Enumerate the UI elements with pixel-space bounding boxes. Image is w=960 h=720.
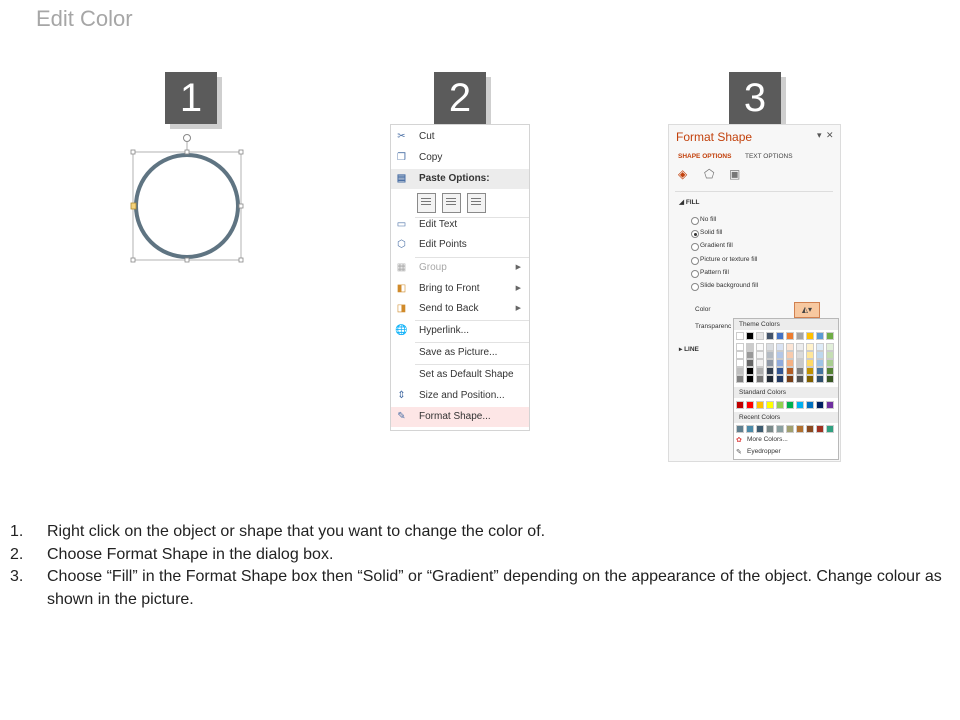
theme-color-swatch[interactable]	[807, 352, 813, 358]
menu-item-copy[interactable]: ❐ Copy	[391, 148, 529, 168]
theme-color-swatch[interactable]	[747, 360, 753, 366]
standard-color-swatch[interactable]	[777, 402, 783, 408]
color-label: Color	[695, 306, 711, 313]
step-badge-1: 1	[165, 72, 217, 124]
theme-color-swatch[interactable]	[787, 368, 793, 374]
theme-color-swatch[interactable]	[787, 376, 793, 382]
pattern-fill-label: Pattern fill	[700, 269, 729, 276]
standard-colors-label: Standard Colors	[739, 389, 786, 396]
gradient-fill-radio[interactable]	[691, 243, 699, 251]
menu-item-save-as-picture[interactable]: Save as Picture...	[419, 347, 498, 358]
pane-options-dropdown-icon[interactable]: ▾	[817, 130, 822, 140]
no-fill-label: No fill	[700, 216, 717, 223]
theme-color-swatch[interactable]	[807, 344, 813, 350]
recent-color-swatch[interactable]	[737, 426, 743, 432]
slide-background-fill-label: Slide background fill	[700, 282, 759, 289]
paste-icon: ▤	[396, 173, 407, 184]
theme-color-swatch[interactable]	[767, 352, 773, 358]
submenu-arrow-icon: ▶	[515, 285, 521, 292]
standard-color-swatch[interactable]	[767, 402, 773, 408]
theme-color-swatch[interactable]	[797, 368, 803, 374]
solid-fill-radio[interactable]	[691, 230, 699, 238]
menu-item-cut[interactable]: ✂ Cut	[391, 127, 529, 147]
theme-color-swatch[interactable]	[797, 352, 803, 358]
resize-handle[interactable]	[131, 258, 135, 262]
theme-color-swatch[interactable]	[817, 368, 823, 374]
instruction-item	[10, 566, 950, 611]
group-icon: ▦	[396, 262, 407, 273]
theme-color-swatch[interactable]	[767, 333, 773, 339]
recent-color-swatch[interactable]	[807, 426, 813, 432]
theme-color-swatch[interactable]	[767, 360, 773, 366]
rotate-handle-icon[interactable]	[184, 135, 191, 142]
recent-color-swatch[interactable]	[767, 426, 773, 432]
theme-color-swatch[interactable]	[817, 360, 823, 366]
theme-color-swatch[interactable]	[817, 352, 823, 358]
tab-text-options[interactable]: TEXT OPTIONS	[745, 153, 793, 160]
resize-handle[interactable]	[239, 204, 243, 208]
theme-color-swatch[interactable]	[767, 344, 773, 350]
theme-color-swatch[interactable]	[737, 352, 743, 358]
recent-color-swatch[interactable]	[817, 426, 823, 432]
theme-color-swatch[interactable]	[737, 368, 743, 374]
size-properties-icon[interactable]: ▣	[729, 167, 741, 181]
theme-color-swatch[interactable]	[827, 333, 833, 339]
fill-section-header[interactable]: ◢ FILL	[679, 199, 700, 206]
standard-color-swatch[interactable]	[747, 402, 753, 408]
color-palette-dropdown	[733, 318, 839, 460]
theme-color-swatch[interactable]	[817, 333, 823, 339]
effects-icon[interactable]: ⬠	[704, 167, 715, 181]
recent-color-swatch[interactable]	[757, 426, 763, 432]
standard-color-swatch[interactable]	[817, 402, 823, 408]
paste-text-only-icon[interactable]	[442, 193, 461, 213]
fill-line-icon[interactable]: ◈	[678, 167, 688, 181]
standard-color-swatch[interactable]	[787, 402, 793, 408]
theme-color-swatch[interactable]	[757, 368, 763, 374]
instruction-number: 1.	[10, 523, 24, 540]
size-position-icon: ⇕	[397, 390, 406, 401]
eyedropper-icon: ✎	[736, 449, 742, 456]
copy-icon: ❐	[397, 152, 406, 163]
submenu-arrow-icon: ▶	[515, 264, 521, 271]
no-fill-radio[interactable]	[691, 217, 699, 225]
context-menu	[390, 124, 530, 431]
instruction-number: 2.	[10, 545, 24, 563]
hyperlink-icon: 🌐	[395, 325, 408, 336]
standard-color-swatch[interactable]	[797, 402, 803, 408]
menu-item-edit-text[interactable]: ▭ Edit Text	[396, 219, 458, 230]
theme-color-swatch[interactable]	[747, 352, 753, 358]
adjust-handle[interactable]	[131, 203, 136, 209]
theme-color-swatch[interactable]	[747, 368, 753, 374]
resize-handle[interactable]	[239, 258, 243, 262]
recent-color-swatch[interactable]	[787, 426, 793, 432]
theme-color-swatch[interactable]	[777, 344, 783, 350]
standard-color-swatch[interactable]	[757, 402, 763, 408]
solid-fill-label: Solid fill	[700, 229, 723, 236]
pattern-fill-radio[interactable]	[691, 270, 699, 278]
theme-color-swatch[interactable]	[807, 333, 813, 339]
standard-color-swatch[interactable]	[827, 402, 833, 408]
format-shape-icon: ✎	[397, 411, 406, 422]
resize-handle[interactable]	[239, 150, 243, 154]
recent-colors-label: Recent Colors	[739, 414, 781, 421]
menu-item-bring-to-front[interactable]: ◧ Bring to Front ▶	[391, 279, 529, 299]
theme-color-swatch[interactable]	[797, 344, 803, 350]
theme-color-swatch[interactable]	[747, 344, 753, 350]
theme-color-swatch[interactable]	[827, 352, 833, 358]
theme-color-swatch[interactable]	[737, 376, 743, 382]
slide-background-fill-radio[interactable]	[691, 283, 699, 291]
submenu-arrow-icon: ▶	[515, 305, 521, 312]
instructions-list	[10, 521, 950, 611]
recent-color-swatch[interactable]	[777, 426, 783, 432]
color-picker-button[interactable]: ◭▾	[794, 302, 820, 318]
slide-title: Edit Color	[36, 6, 133, 31]
cut-icon: ✂	[397, 131, 406, 142]
theme-color-swatch[interactable]	[787, 360, 793, 366]
theme-color-swatch[interactable]	[777, 333, 783, 339]
instruction-text: Right click on the object or shape that you want to change the color of.	[47, 523, 546, 540]
theme-color-swatch[interactable]	[817, 344, 823, 350]
edit-points-icon: ⬡	[397, 239, 406, 250]
standard-color-swatch[interactable]	[737, 402, 743, 408]
theme-color-swatch[interactable]	[757, 344, 763, 350]
theme-colors-label: Theme Colors	[739, 321, 780, 328]
theme-color-swatch[interactable]	[737, 360, 743, 366]
instruction-number: 3.	[10, 568, 24, 585]
theme-color-swatch[interactable]	[767, 368, 773, 374]
menu-item-format-shape[interactable]: ✎ Format Shape...	[391, 407, 529, 427]
menu-item-size-position[interactable]: ⇕ Size and Position...	[391, 386, 529, 406]
more-colors-icon: ✿	[736, 437, 742, 444]
theme-color-swatch[interactable]	[747, 333, 753, 339]
theme-color-swatch[interactable]	[757, 360, 763, 366]
paste-keep-formatting-icon[interactable]	[417, 193, 436, 213]
theme-color-swatch[interactable]	[827, 376, 833, 382]
edit-text-icon: ▭	[396, 219, 407, 230]
theme-color-swatch[interactable]	[827, 368, 833, 374]
theme-color-swatch[interactable]	[777, 360, 783, 366]
recent-color-swatch[interactable]	[747, 426, 753, 432]
theme-color-swatch[interactable]	[827, 344, 833, 350]
theme-color-swatch[interactable]	[787, 333, 793, 339]
theme-color-swatch[interactable]	[777, 376, 783, 382]
step-badge-2: 2	[434, 72, 486, 124]
instruction-text: Choose “Fill” in the Format Shape box then “Solid” or “Gradient” depending on the appearance of the object. Change colour as shown in the picture.	[47, 568, 942, 608]
theme-color-swatch[interactable]	[797, 333, 803, 339]
circle-outline	[136, 155, 238, 257]
pane-title: Format Shape	[676, 130, 753, 144]
menu-item-group: ▦ Group ▶	[391, 258, 529, 278]
step-badge-3: 3	[729, 72, 781, 124]
theme-color-swatch[interactable]	[777, 368, 783, 374]
theme-color-swatch[interactable]	[747, 376, 753, 382]
theme-color-swatch[interactable]	[807, 368, 813, 374]
theme-color-swatch[interactable]	[757, 333, 763, 339]
recent-color-swatch[interactable]	[827, 426, 833, 432]
standard-color-swatch[interactable]	[807, 402, 813, 408]
menu-item-paste-options: ▤ Paste Options:	[391, 169, 529, 189]
theme-color-swatch[interactable]	[797, 376, 803, 382]
resize-handle[interactable]	[131, 150, 135, 154]
paste-picture-icon[interactable]	[467, 193, 486, 213]
more-colors-option[interactable]: More Colors...	[747, 436, 788, 443]
theme-color-swatch[interactable]	[807, 360, 813, 366]
theme-color-swatch[interactable]	[737, 333, 743, 339]
theme-color-swatch[interactable]	[757, 376, 763, 382]
resize-handle[interactable]	[185, 258, 189, 262]
theme-color-swatch[interactable]	[757, 352, 763, 358]
gradient-fill-label: Gradient fill	[700, 242, 733, 249]
menu-item-edit-points[interactable]: ⬡ Edit Points	[391, 235, 529, 255]
menu-item-send-to-back[interactable]: ◨ Send to Back ▶	[391, 299, 529, 319]
transparency-label: Transparenc	[695, 323, 732, 330]
theme-color-swatch[interactable]	[787, 352, 793, 358]
instruction-item	[10, 544, 950, 567]
bring-to-front-icon: ◧	[396, 283, 407, 294]
send-to-back-icon: ◨	[396, 303, 407, 314]
resize-handle[interactable]	[185, 150, 189, 154]
theme-color-swatch[interactable]	[797, 360, 803, 366]
picture-fill-radio[interactable]	[691, 257, 699, 265]
theme-color-swatch[interactable]	[737, 344, 743, 350]
eyedropper-option[interactable]: Eyedropper	[747, 448, 781, 455]
menu-item-hyperlink[interactable]: 🌐 Hyperlink...	[395, 325, 470, 336]
instruction-item	[10, 521, 950, 544]
recent-color-swatch[interactable]	[797, 426, 803, 432]
theme-color-swatch[interactable]	[777, 352, 783, 358]
theme-color-swatch[interactable]	[767, 376, 773, 382]
theme-color-swatch[interactable]	[817, 376, 823, 382]
picture-fill-label: Picture or texture fill	[700, 256, 758, 263]
selected-circle-shape[interactable]	[128, 130, 248, 265]
theme-color-swatch[interactable]	[827, 360, 833, 366]
selection-box	[133, 152, 241, 260]
line-section-header[interactable]: ▸ LINE	[679, 346, 699, 353]
close-icon[interactable]: ✕	[826, 130, 834, 140]
tab-shape-options[interactable]: SHAPE OPTIONS	[678, 153, 732, 160]
instruction-text: Choose Format Shape in the dialog box.	[47, 545, 334, 563]
theme-color-swatch[interactable]	[787, 344, 793, 350]
theme-color-swatch[interactable]	[807, 376, 813, 382]
menu-item-set-default-shape[interactable]: Set as Default Shape	[419, 369, 514, 380]
